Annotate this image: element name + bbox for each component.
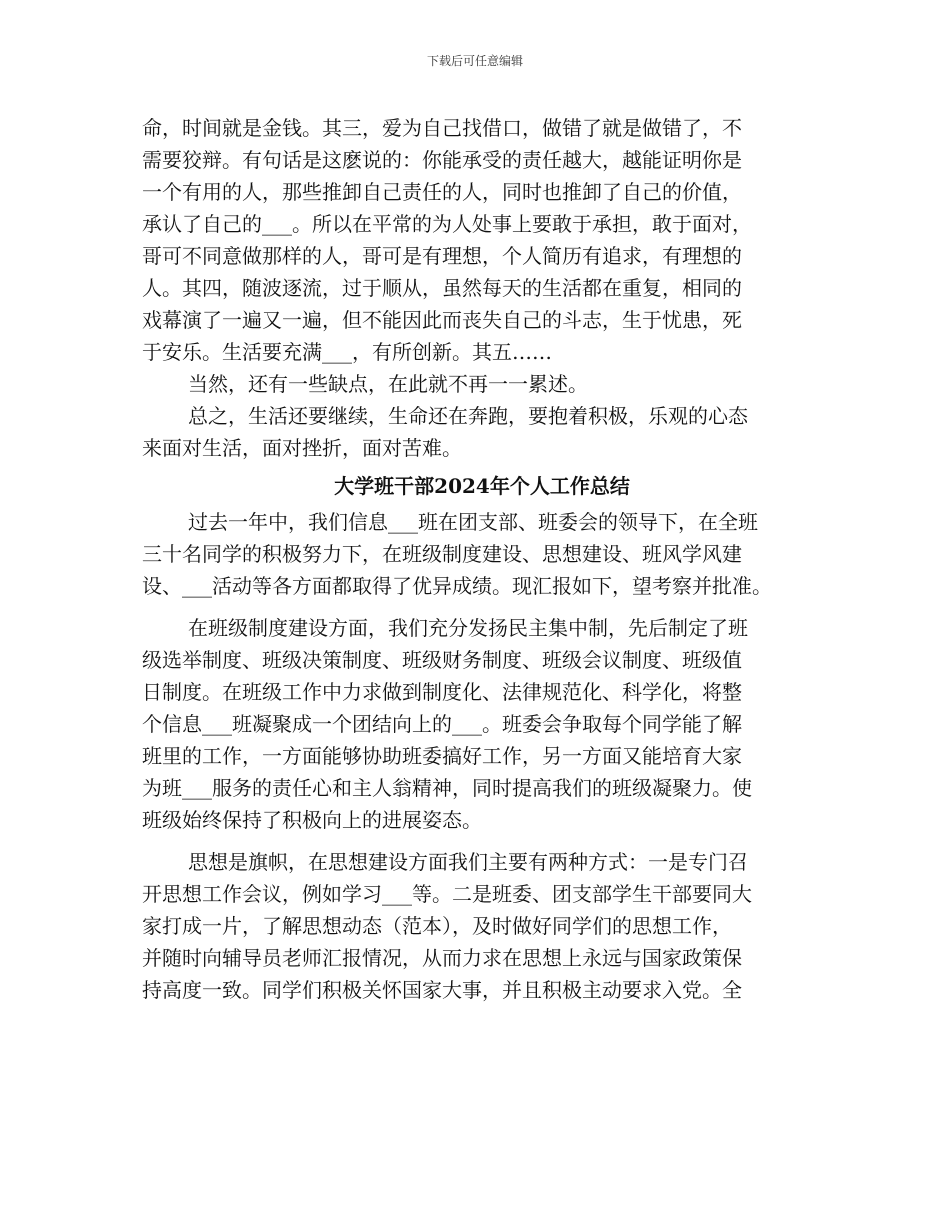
text-line: 在班级制度建设方面，我们充分发扬民主集中制，先后制定了班 [188,616,748,640]
text-line: 日制度。在班级工作中力求做到制度化、法律规范化、科学化，将整 [142,680,742,704]
text-line: 开思想工作会议，例如学习___等。二是班委、团支部学生干部要同大 [142,882,752,906]
text-line: 并随时向辅导员老师汇报情况，从而力求在思想上永远与国家政策保 [142,946,742,970]
text-line: 级选举制度、班级决策制度、班级财务制度、班级会议制度、班级值 [142,648,742,672]
text-line: 过去一年中，我们信息___班在团支部、班委会的领导下，在全班 [188,510,758,534]
paragraph-other-shortcomings [142,368,822,400]
text-line: 为班___服务的责任心和主人翁精神，同时提高我们的班级凝聚力。使 [142,776,752,800]
text-line: 戏幕演了一遍又一遍，但不能因此而丧失自己的斗志，生于忧患，死 [142,308,742,332]
paragraph-intro [142,506,822,602]
text-line: 于安乐。生活要充满___，有所创新。其五…… [142,340,552,364]
page-header-note: 下载后可任意编辑 [426,54,523,68]
text-line: 需要狡辩。有句话是这麽说的：你能承受的责任越大，越能证明你是 [142,148,742,172]
text-line: 一个有用的人，那些推卸自己责任的人，同时也推卸了自己的价值， [142,180,742,204]
text-line: 来面对生活，面对挫折，面对苦难。 [142,436,462,460]
text-line: 个信息___班凝聚成一个团结向上的___。班委会争取每个同学能了解 [142,712,742,736]
text-line: 总之，生活还要继续，生命还在奔跑，要抱着积极，乐观的心态 [188,404,748,428]
paragraph-class-system [142,612,822,836]
paragraph-self-critique [142,112,822,368]
text-line: 当然，还有一些缺点，在此就不再一一累述。 [188,372,588,396]
text-line: 哥可不同意做那样的人，哥可是有理想，个人简历有追求，有理想的 [142,244,742,268]
document-body [142,112,822,1006]
text-line: 持高度一致。同学们积极关怀国家大事，并且积极主动要求入党。全 [142,978,742,1002]
text-line: 家打成一片，了解思想动态（范本），及时做好同学们的思想工作， [142,914,732,938]
text-line: 三十名同学的积极努力下，在班级制度建设、思想建设、班风学风建 [142,542,742,566]
text-line: 命，时间就是金钱。其三，爱为自己找借口，做错了就是做错了，不 [142,116,742,140]
text-line: 班级始终保持了积极向上的进展姿态。 [142,808,482,832]
paragraph-conclusion [142,400,822,464]
text-line: 思想是旗帜，在思想建设方面我们主要有两种方式：一是专门召 [188,850,748,874]
paragraph-ideological-work [142,846,822,1006]
text-line: 设、___活动等各方面都取得了优异成绩。现汇报如下，望考察并批准。 [142,574,772,598]
section-title: 大学班干部2024年个人工作总结 [334,474,630,498]
text-line: 人。其四，随波逐流，过于顺从，虽然每天的生活都在重复，相同的 [142,276,742,300]
text-line: 承认了自己的___。所以在平常的为人处事上要敢于承担，敢于面对， [142,212,752,236]
text-line: 班里的工作，一方面能够协助班委搞好工作，另一方面又能培育大家 [142,744,742,768]
